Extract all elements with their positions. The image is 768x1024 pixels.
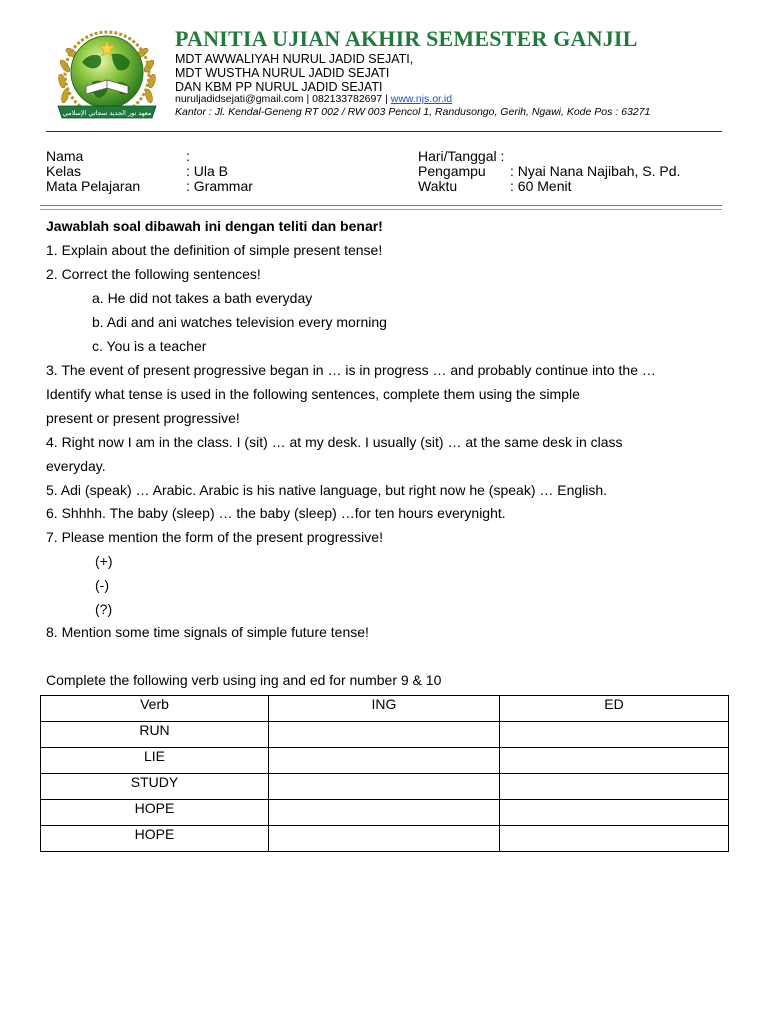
kelas-value: : Ula B [186,163,229,179]
email-phone: nuruljadidsejati@gmail.com | 082133782697 | [175,93,388,105]
question-6: 6. Shhhh. The baby (sleep) … the baby (sleep) …for ten hours everynight. [46,505,506,521]
question-4-line-1: 4. Right now I am in the class. I (sit) … at my desk. I usually (sit) … at the same desk in class [46,434,623,450]
question-2b: b. Adi and ani watches television every morning [92,314,387,330]
question-2: 2. Correct the following sentences! [46,266,261,282]
table-row [41,800,729,826]
ing-answer-cell[interactable] [269,826,500,852]
question-2c: c. You is a teacher [92,338,207,354]
verb-cell: LIE [41,748,269,774]
ed-answer-cell[interactable] [500,722,729,748]
table-header-row [41,696,729,722]
table-row [41,826,729,852]
institution-line-2: MDT WUSTHA NURUL JADID SEJATI [175,66,390,80]
logo-ribbon-text: معهد نور الجديد سجاتي الإسلامي [62,109,152,117]
table-row [41,748,729,774]
question-7-interrogative: (?) [95,601,113,617]
ed-answer-cell[interactable] [500,774,729,800]
ed-answer-cell[interactable] [500,800,729,826]
ing-answer-cell[interactable] [269,748,500,774]
info-divider-bottom [40,209,722,210]
tanggal-label: Hari/Tanggal : [418,148,505,164]
verb-cell: STUDY [41,774,269,800]
ed-answer-cell[interactable] [500,748,729,774]
question-2a: a. He did not takes a bath everyday [92,290,313,306]
office-address: Kantor : Jl. Kendal-Geneng RT 002 / RW 003 Pencol 1, Randusongo, Gerih, Ngawi, Kode Pos : 63271 [175,106,651,118]
website-link[interactable]: www.njs.or.id [390,93,453,105]
verb-table [40,695,729,852]
institution-line-1: MDT AWWALIYAH NURUL JADID SEJATI, [175,52,414,66]
question-1: 1. Explain about the definition of simple present tense! [46,242,383,258]
ed-answer-cell[interactable] [500,826,729,852]
verb-cell: HOPE [41,800,269,826]
complete-instruction: Complete the following verb using ing and ed for number 9 & 10 [46,672,442,688]
page-title: PANITIA UJIAN AKHIR SEMESTER GANJIL [175,26,638,51]
nama-label: Nama [46,148,84,164]
column-header-ed: ED [500,696,729,722]
kelas-label: Kelas [46,163,82,179]
question-7: 7. Please mention the form of the present progressive! [46,529,383,545]
pengampu-label: Pengampu [418,163,486,179]
mapel-label: Mata Pelajaran [46,178,141,194]
mapel-value: : Grammar [186,178,253,194]
verb-cell: RUN [41,722,269,748]
identify-instruction-1: Identify what tense is used in the following sentences, complete them using the simple [46,386,580,402]
question-7-negative: (-) [95,577,109,593]
contact-line [175,93,452,105]
column-header-ing: ING [269,696,500,722]
school-logo [52,26,162,126]
question-4-line-2: everyday. [46,458,106,474]
pengampu-value: : Nyai Nana Najibah, S. Pd. [510,163,681,179]
question-7-positive: (+) [95,553,113,569]
header-divider [46,131,722,132]
identify-instruction-2: present or present progressive! [46,410,240,426]
question-3: 3. The event of present progressive began in … is in progress … and probably continue into the … [46,362,656,378]
waktu-label: Waktu [418,178,458,194]
question-8: 8. Mention some time signals of simple future tense! [46,624,369,640]
ing-answer-cell[interactable] [269,722,500,748]
ing-answer-cell[interactable] [269,774,500,800]
column-header-verb: Verb [41,696,269,722]
info-divider-top [40,205,722,206]
table-row [41,722,729,748]
waktu-value: : 60 Menit [510,178,572,194]
nama-value: : [186,148,190,164]
ing-answer-cell[interactable] [269,800,500,826]
table-row [41,774,729,800]
question-5: 5. Adi (speak) … Arabic. Arabic is his native language, but right now he (speak) … English. [46,482,608,498]
institution-line-3: DAN KBM PP NURUL JADID SEJATI [175,80,383,94]
instruction: Jawablah soal dibawah ini dengan teliti dan benar! [46,218,383,234]
verb-cell: HOPE [41,826,269,852]
